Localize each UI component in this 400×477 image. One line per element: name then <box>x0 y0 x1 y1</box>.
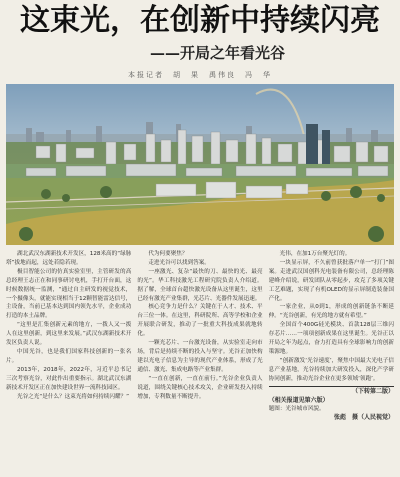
subheadline: ——开局之年看光谷 <box>150 44 286 62</box>
paragraph: 走进光谷可以找到答案。 <box>148 259 210 266</box>
headline: 这束光，在创新中持续闪亮 <box>20 3 380 38</box>
continuation-box <box>269 386 394 424</box>
article-column-2 <box>137 250 262 472</box>
paragraph: 全国首个400G硅光模块、首款128层三维闪存芯片……一项项创新成果在这里诞生。光谷正以开局之年为起点，奋力打造具有全球影响力的创新策源地。 <box>268 322 394 355</box>
photo-caption: 题图：光谷城市风貌。 <box>268 406 325 413</box>
paragraph: 2013年，2018年，2022年，习近平总书记三次考察光谷，对此作出重要指示。湖北武汉东湖新技术开发区正在加快建设世界一流科技园区。 <box>6 366 132 391</box>
paragraph: 光谷之光“是什么？这束光将如何持续闪耀？” <box>17 393 130 400</box>
paragraph: “创新激发‘光谷速度’，聚焦中国最大光电子信息产业基地，光谷持续加大研发投入，深化产学研协同创新，推动光谷企业在更多领域‘领跑’。 <box>268 357 394 382</box>
paragraph: 中国光谷，也是我们国家科技创新的一张名片。 <box>6 348 132 364</box>
paragraph: 湖北武汉东湖新技术开发区，128米高的“绿脉塔”拔地而起，远处若隐若现。 <box>6 251 132 266</box>
paragraph: “这里是汇集创新元素的地方，一拨人又一拨人在这里创新，到这里来发展。”武汉东湖新技术开发区负责人说。 <box>6 322 132 347</box>
article-column-1 <box>6 250 131 472</box>
paragraph: 一块显示屏，不久前曾获批落户单一“打门”图案。走进武汉国创科光电装备有限公司，总经理陈建峰介绍说，研发团队从零起步，攻克了多项关键工艺难题，实现了有机OLED的显示屏制造装备国产化。 <box>268 259 394 302</box>
byline: 本报记者 胡 果 禹伟良 冯 华 <box>128 71 272 79</box>
continued-note: （下转第二版） <box>351 387 394 395</box>
paragraph: 一座激光、复杂“最快的刀、最快的光、最亮的光”。华工科技激光工程研究院负责人介绍道。据了解，全球首台超快激光设备从这里诞生，这里已经有激光产业集群，光芯片、光器件发展迅速。 <box>137 268 263 302</box>
paragraph: 极目智能公司的仿真实验室里，主管研发的高总经理王志正在和同事研讨电机，手打开台面，这时候数据统一监测，“通过自主研发的视觉技术，一个摄像头，就能实现相当于12颗智能雷达信号，主设备，当前已基本达到国内领先水平，企业成功打造的本土品牌。 <box>6 268 132 320</box>
related-coverage-note: （相关报道见第六版） <box>268 396 329 404</box>
paragraph: 核心竞争力是什么？关键在于人才、技术、平台三位一体。在这里，科研院所、高等学校和企业开展联合研发，推动了一批重大科技成果就地转化。 <box>137 304 263 338</box>
paragraph: 一颗光芯片、一台激光设备，从实验室走向市场，背后是持续不断的投入与坚守。光谷正加快构建以光电子信息为主导的现代产业体系，形成了光通信、激光、集成电路等产业集群。 <box>137 340 263 373</box>
photo-credit: 张彪 摄（人民视觉） <box>333 414 394 422</box>
article-column-3 <box>269 250 394 472</box>
paragraph: 一家企业，从0到1，形成的创新链条不断延伸。“光谷创新，有光的地方就有希望。” <box>268 304 394 320</box>
paragraph: 代为何要聚焦？ <box>148 251 188 257</box>
paragraph: “一直在创新，一直在前行。”光谷企业负责人说道，围绕关键核心技术攻关，企业研发投入持续增加，专利数量不断提升。 <box>137 375 263 400</box>
city-skyline-photo <box>6 84 394 245</box>
paragraph: 光伟，在加1万台聚光灯的。 <box>279 251 351 257</box>
article-body <box>6 250 394 472</box>
